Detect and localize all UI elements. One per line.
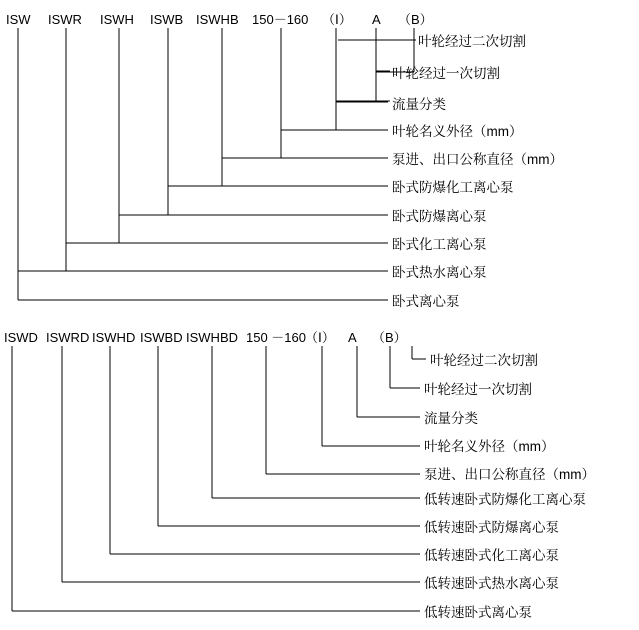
code-label-flow-2: （Ⅰ） [305,330,335,345]
desc-iswb: 卧式防爆离心泵 [392,209,487,224]
code-label-cut-b: （B） [398,12,433,27]
code-label-iswh: ISWH [100,12,134,27]
code-label-iswhb: ISWHB [196,12,239,27]
desc-flow-class-2: 流量分类 [424,411,478,426]
desc-impeller-diameter: 叶轮名义外径（mm） [392,124,523,139]
desc-iswd: 低转速卧式离心泵 [424,605,532,620]
code-label-iswhd: ISWHD [92,330,136,345]
code-label-iswbd: ISWBD [140,330,183,345]
desc-iswh: 卧式化工离心泵 [392,237,487,252]
desc-impeller-first-cut-2: 叶轮经过一次切割 [424,382,532,397]
code-label-size: 150－160 [252,12,309,27]
code-label-cut-a: A [372,12,381,27]
code-label-isw: ISW [6,12,31,27]
code-label-flow: （Ⅰ） [322,12,352,27]
code-label-iswhbd: ISWHBD [186,330,238,345]
code-label-iswrd: ISWRD [46,330,90,345]
desc-nominal-diameter: 泵进、出口公称直径（mm） [392,152,563,167]
desc-iswhb: 卧式防爆化工离心泵 [392,180,514,195]
desc-nominal-diameter-2: 泵进、出口公称直径（mm） [424,467,595,482]
desc-iswhbd: 低转速卧式防爆化工离心泵 [424,492,586,507]
desc-iswhd: 低转速卧式化工离心泵 [424,548,559,563]
code-label-iswd: ISWD [4,330,38,345]
code-label-size-2: 150 －160 [246,330,306,345]
desc-flow-class: 流量分类 [392,97,446,112]
desc-iswrd: 低转速卧式热水离心泵 [424,576,559,591]
code-label-iswr: ISWR [48,12,82,27]
desc-impeller-first-cut: 叶轮经过一次切割 [392,66,500,81]
desc-isw: 卧式离心泵 [392,294,460,309]
desc-iswr: 卧式热水离心泵 [392,265,487,280]
desc-impeller-second-cut: 叶轮经过二次切割 [418,34,526,49]
code-label-iswb: ISWB [150,12,184,27]
code-label-cut-b-2: （B） [372,330,407,345]
desc-impeller-diameter-2: 叶轮名义外径（mm） [424,439,555,454]
desc-iswbd: 低转速卧式防爆离心泵 [424,520,559,535]
desc-impeller-second-cut-2: 叶轮经过二次切割 [430,353,538,368]
code-label-cut-a-2: A [348,330,357,345]
